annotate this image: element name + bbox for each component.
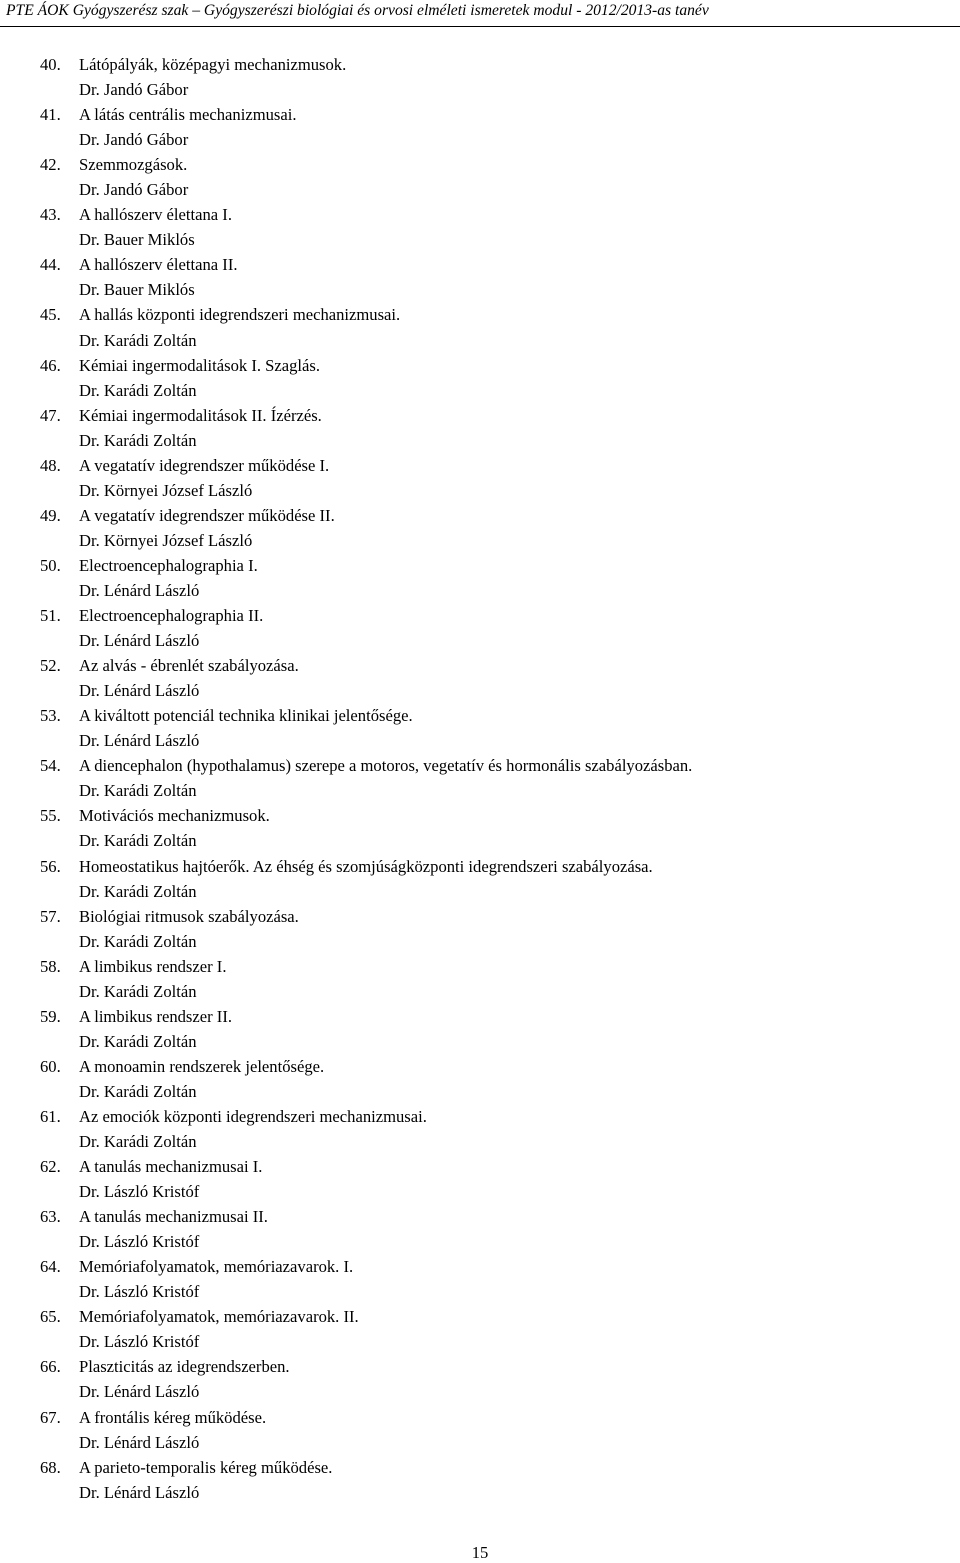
- lecture-number: 51.: [40, 606, 61, 626]
- lecture-title-line: [40, 302, 940, 327]
- lecture-number: 43.: [40, 205, 61, 225]
- page-number: 15: [471, 1543, 489, 1562]
- lecture-number: 47.: [40, 405, 61, 425]
- lecture-item: [40, 553, 940, 603]
- lecture-number: 62.: [40, 1157, 61, 1177]
- lecture-number: 67.: [40, 1407, 61, 1427]
- lecturer-name: Dr. Karádi Zoltán: [79, 831, 197, 851]
- lecture-title-line: [40, 653, 940, 678]
- lecture-number: 56.: [40, 856, 61, 876]
- lecture-number: 57.: [40, 906, 61, 926]
- lecture-title-line: [40, 603, 940, 628]
- lecture-title: Kémiai ingermodalitások I. Szaglás.: [79, 355, 321, 375]
- lecture-title: Memóriafolyamatok, memóriazavarok. I.: [79, 1257, 354, 1277]
- lecture-item: [40, 503, 940, 553]
- header-rule: [0, 26, 960, 27]
- lecturer-name: Dr. Jandó Gábor: [79, 130, 189, 150]
- lecturer-name: Dr. Karádi Zoltán: [79, 781, 197, 801]
- lecture-number: 65.: [40, 1307, 61, 1327]
- lecturer-name: Dr. Lénárd László: [79, 731, 200, 751]
- lecture-title: Motivációs mechanizmusok.: [79, 806, 270, 826]
- lecturer-name: Dr. László Kristóf: [79, 1232, 200, 1252]
- lecture-item: [40, 202, 940, 252]
- lecture-title: A monoamin rendszerek jelentősége.: [79, 1056, 325, 1076]
- lecture-number: 64.: [40, 1257, 61, 1277]
- lecturer-name: Dr. Karádi Zoltán: [79, 881, 197, 901]
- lecture-number: 66.: [40, 1357, 61, 1377]
- lecture-item: [40, 1054, 940, 1104]
- lecture-item: [40, 904, 940, 954]
- lecture-title: A kiváltott potenciál technika klinikai jelentősége.: [79, 706, 413, 726]
- lecture-item: [40, 703, 940, 753]
- lecturer-name: Dr. Jandó Gábor: [79, 80, 189, 100]
- lecturer-name: Dr. Karádi Zoltán: [79, 981, 197, 1001]
- lecturer-name: Dr. Lénárd László: [79, 1482, 200, 1502]
- lecture-item: [40, 1354, 940, 1404]
- lecture-title-line: [40, 353, 940, 378]
- lecture-title: A vegatatív idegrendszer működése II.: [79, 505, 335, 525]
- lecture-item: [40, 152, 940, 202]
- lecture-number: 41.: [40, 105, 61, 125]
- lecture-title: A diencephalon (hypothalamus) szerepe a motoros, vegetatív és hormonális szabályozásban.: [79, 756, 693, 776]
- lecture-title-line: [40, 52, 940, 77]
- lecture-title-line: [40, 854, 940, 879]
- lecture-number: 40.: [40, 55, 61, 74]
- lecture-item: [40, 302, 940, 352]
- lecture-title: A hallás központi idegrendszeri mechanizmusai.: [79, 305, 401, 325]
- lecture-title: A parieto-temporalis kéreg működése.: [79, 1457, 333, 1477]
- lecturer-name: Dr. Környei József László: [79, 480, 253, 500]
- lecture-item: [40, 1154, 940, 1204]
- lecture-title: Electroencephalographia II.: [79, 606, 264, 626]
- lecture-title-line: [40, 1304, 940, 1329]
- lecture-title-line: [40, 453, 940, 478]
- lecturer-name: Dr. Bauer Miklós: [79, 280, 195, 300]
- lecturer-name: Dr. Lénárd László: [79, 1432, 200, 1452]
- lecture-title: Kémiai ingermodalitások II. Ízérzés.: [79, 405, 322, 425]
- lecture-number: 54.: [40, 756, 61, 776]
- lecture-item: [40, 1004, 940, 1054]
- lecturer-name: Dr. Környei József László: [79, 530, 253, 550]
- lecture-number: 55.: [40, 806, 61, 826]
- lecture-title-line: [40, 954, 940, 979]
- lecturer-name: Dr. Karádi Zoltán: [79, 380, 197, 400]
- lecture-item: [40, 1304, 940, 1354]
- lecture-item: [40, 854, 940, 904]
- lecture-item: [40, 353, 940, 403]
- lecture-number: 59.: [40, 1006, 61, 1026]
- lecturer-name: Dr. Lénárd László: [79, 1382, 200, 1402]
- lecturer-name: Dr. Karádi Zoltán: [79, 330, 197, 350]
- lecture-title-line: [40, 1354, 940, 1379]
- lecture-title-line: [40, 403, 940, 428]
- lecture-item: [40, 1104, 940, 1154]
- lecture-number: 52.: [40, 656, 61, 676]
- lecture-title-line: [40, 1104, 940, 1129]
- lecturer-name: Dr. Karádi Zoltán: [79, 1081, 197, 1101]
- page-header: PTE ÁOK Gyógyszerész szak – Gyógyszerészi biológiai és orvosi elméleti ismeretek modul - 2012/2013-as tanév: [6, 2, 709, 19]
- lecturer-name: Dr. Lénárd László: [79, 681, 200, 701]
- lecture-item: [40, 453, 940, 503]
- lecture-number: 50.: [40, 555, 61, 575]
- lecture-title: A tanulás mechanizmusai I.: [79, 1157, 263, 1177]
- lecturer-name: Dr. Bauer Miklós: [79, 230, 195, 250]
- lecture-title-line: [40, 1455, 940, 1480]
- lecturer-name: Dr. László Kristóf: [79, 1282, 200, 1302]
- lecturer-name: Dr. Karádi Zoltán: [79, 1132, 197, 1152]
- lecture-item: [40, 1405, 940, 1455]
- lecture-title: Plaszticitás az idegrendszerben.: [79, 1357, 290, 1377]
- lecture-title-line: [40, 1204, 940, 1229]
- lecture-number: 60.: [40, 1056, 61, 1076]
- lecturer-name: Dr. Karádi Zoltán: [79, 430, 197, 450]
- lecture-title-line: [40, 202, 940, 227]
- lecture-title: A limbikus rendszer II.: [79, 1006, 232, 1026]
- lecture-title-line: [40, 1254, 940, 1279]
- lecture-number: 63.: [40, 1207, 61, 1227]
- lecture-title-line: [40, 753, 940, 778]
- lecture-title: Memóriafolyamatok, memóriazavarok. II.: [79, 1307, 359, 1327]
- lecture-title: A hallószerv élettana II.: [79, 255, 238, 275]
- lecture-title: Az alvás - ébrenlét szabályozása.: [79, 656, 299, 676]
- lecture-title-line: [40, 152, 940, 177]
- lecture-item: [40, 1455, 940, 1505]
- lecture-item: [40, 403, 940, 453]
- lecture-title: Az emociók központi idegrendszeri mechanizmusai.: [79, 1106, 427, 1126]
- lecture-title: A tanulás mechanizmusai II.: [79, 1207, 268, 1227]
- lecture-number: 58.: [40, 956, 61, 976]
- lecture-number: 45.: [40, 305, 61, 325]
- lecture-number: 44.: [40, 255, 61, 275]
- lecturer-name: Dr. László Kristóf: [79, 1332, 200, 1352]
- lecture-title-line: [40, 803, 940, 828]
- lecture-number: 48.: [40, 455, 61, 475]
- lecture-title: Szemmozgások.: [79, 155, 188, 175]
- lecture-item: [40, 102, 940, 152]
- lecture-number: 61.: [40, 1106, 61, 1126]
- lecture-title: A limbikus rendszer I.: [79, 956, 227, 976]
- lecture-list: [40, 52, 940, 1505]
- lecture-number: 42.: [40, 155, 61, 175]
- lecturer-name: Dr. Lénárd László: [79, 580, 200, 600]
- lecture-item: [40, 1204, 940, 1254]
- lecture-title-line: [40, 1405, 940, 1430]
- lecture-item: [40, 803, 940, 853]
- lecture-title-line: [40, 1054, 940, 1079]
- lecturer-name: Dr. Lénárd László: [79, 631, 200, 651]
- lecture-item: [40, 753, 940, 803]
- lecture-number: 68.: [40, 1457, 61, 1477]
- lecture-title-line: [40, 1154, 940, 1179]
- lecture-item: [40, 603, 940, 653]
- lecture-item: [40, 653, 940, 703]
- lecture-item: [40, 1254, 940, 1304]
- lecture-item: [40, 52, 940, 102]
- lecture-title: Homeostatikus hajtóerők. Az éhség és szomjúságközponti idegrendszeri szabályozása.: [79, 856, 653, 876]
- lecturer-name: Dr. Jandó Gábor: [79, 180, 189, 200]
- lecture-number: 49.: [40, 505, 61, 525]
- lecture-title-line: [40, 703, 940, 728]
- lecture-title-line: [40, 553, 940, 578]
- lecturer-name: Dr. László Kristóf: [79, 1182, 200, 1202]
- lecture-title: Biológiai ritmusok szabályozása.: [79, 906, 299, 926]
- lecture-title-line: [40, 252, 940, 277]
- lecturer-name: Dr. Karádi Zoltán: [79, 1031, 197, 1051]
- lecture-title-line: [40, 1004, 940, 1029]
- lecture-title: A látás centrális mechanizmusai.: [79, 105, 297, 125]
- lecture-number: 53.: [40, 706, 61, 726]
- lecture-title-line: [40, 503, 940, 528]
- lecture-title: Electroencephalographia I.: [79, 555, 258, 575]
- lecture-item: [40, 252, 940, 302]
- lecture-title: A vegatatív idegrendszer működése I.: [79, 455, 330, 475]
- lecture-title-line: [40, 904, 940, 929]
- lecture-item: [40, 954, 940, 1004]
- lecturer-name: Dr. Karádi Zoltán: [79, 931, 197, 951]
- lecture-number: 46.: [40, 355, 61, 375]
- lecture-title-line: [40, 102, 940, 127]
- lecture-title: A hallószerv élettana I.: [79, 205, 232, 225]
- lecture-title: Látópályák, középagyi mechanizmusok.: [79, 55, 347, 74]
- lecture-title: A frontális kéreg működése.: [79, 1407, 267, 1427]
